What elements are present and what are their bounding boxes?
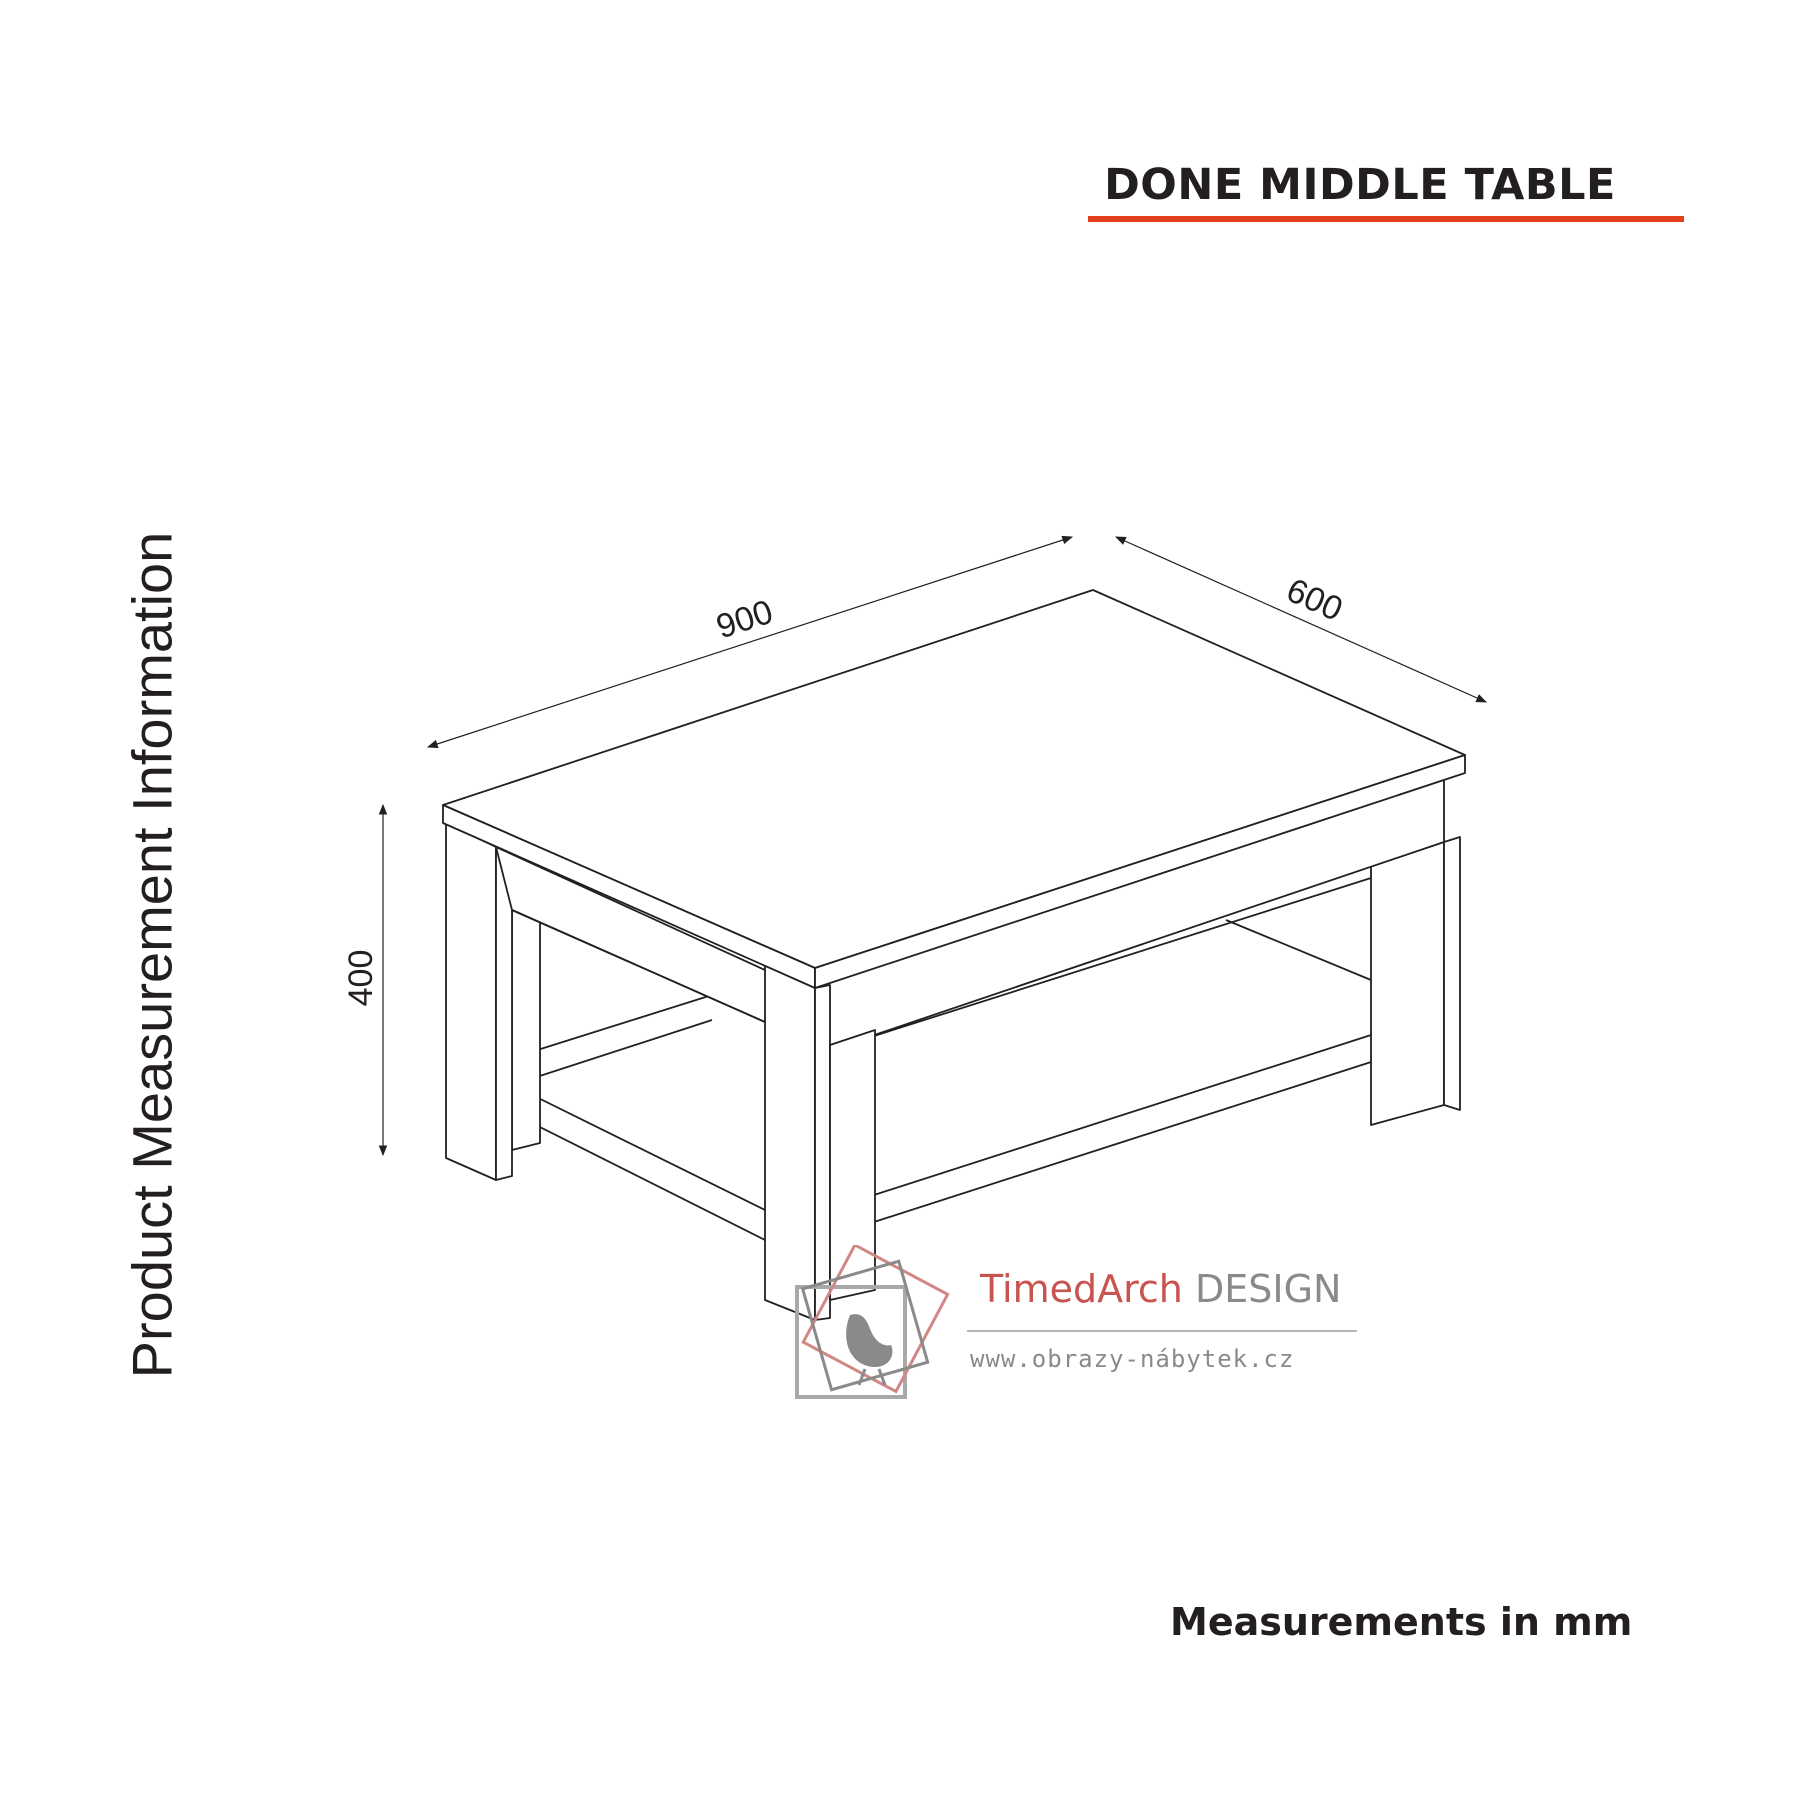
- watermark-brand-part2: DESIGN: [1194, 1267, 1342, 1311]
- watermark-brand-part1: TimedArch: [980, 1267, 1183, 1311]
- height-dimension: [342, 805, 383, 1155]
- depth-label: 600: [1280, 571, 1349, 629]
- watermark-url: www.obrazy-nábytek.cz: [970, 1345, 1295, 1373]
- units-note: Measurements in mm: [1170, 1600, 1633, 1644]
- watermark-brand: [980, 1267, 1341, 1311]
- width-label: 900: [711, 592, 778, 647]
- back-right-leg: [1371, 837, 1460, 1125]
- watermark-divider: [967, 1330, 1357, 1332]
- watermark: [795, 1245, 1365, 1415]
- product-title: DONE MIDDLE TABLE: [1104, 160, 1616, 210]
- height-label: 400: [342, 949, 380, 1007]
- side-label: Product Measurement Information: [120, 531, 184, 1379]
- egg-chair-logo-icon: [795, 1245, 975, 1415]
